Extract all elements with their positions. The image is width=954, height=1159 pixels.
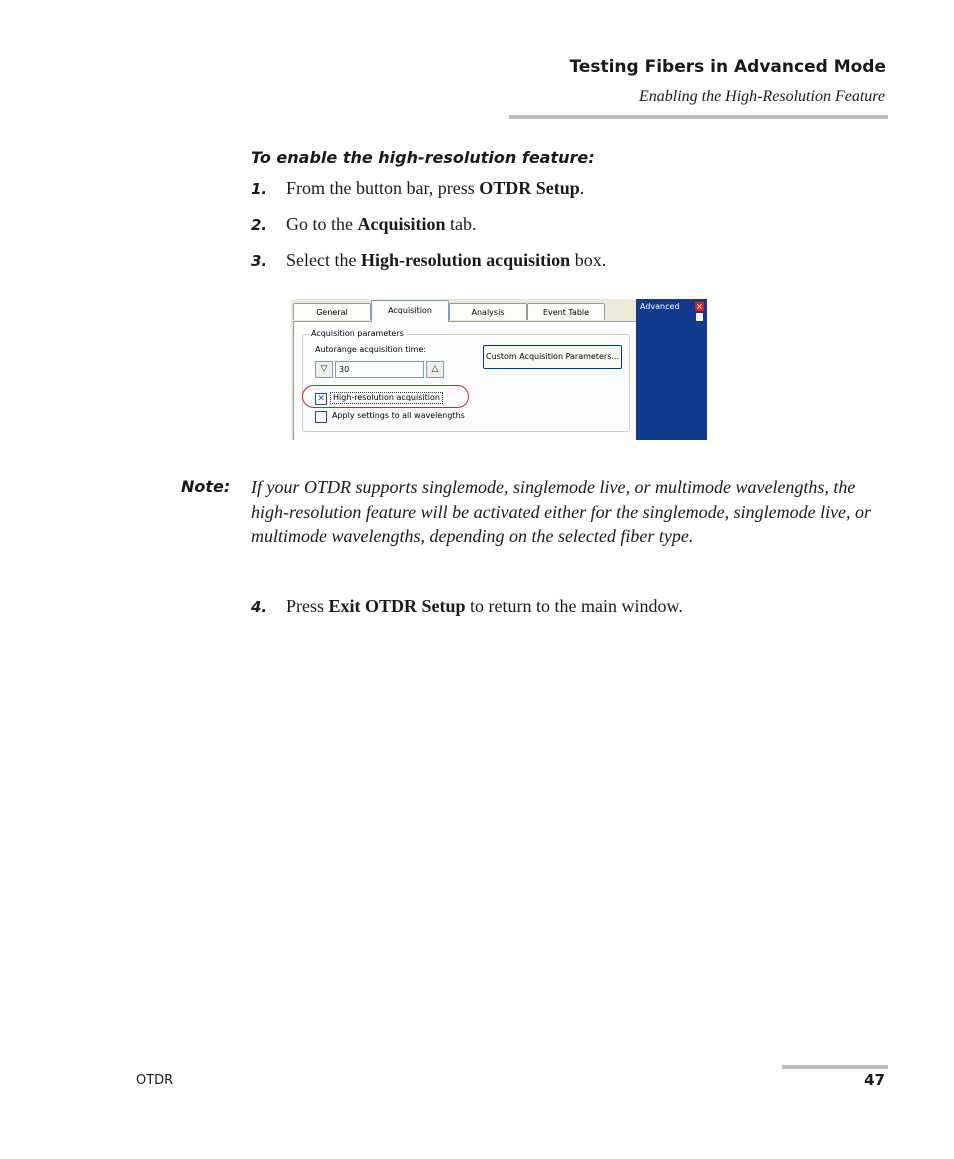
step-2 (251, 214, 477, 235)
step-emphasis: Acquisition (357, 214, 446, 234)
page-number: 47 (864, 1071, 885, 1089)
step-text: Go to the (286, 214, 358, 234)
tab-analysis[interactable]: Analysis (449, 303, 527, 320)
running-header-subtitle: Enabling the High-Resolution Feature (638, 88, 885, 105)
step-3 (251, 250, 606, 271)
header-rule (509, 115, 888, 119)
tab-acquisition[interactable]: Acquisition (371, 300, 449, 322)
step-text: From the button bar, press (286, 178, 480, 198)
step-text-end: box. (570, 250, 607, 270)
high-resolution-checkbox[interactable]: ✕ (315, 393, 327, 405)
step-number: 2. (251, 216, 268, 234)
tab-content (293, 321, 636, 440)
step-emphasis: High-resolution acquisition (360, 250, 571, 270)
step-text: Press (286, 596, 329, 616)
step-text-end: tab. (445, 214, 477, 234)
procedure-title: To enable the high-resolution feature: (251, 148, 595, 167)
tab-event-table[interactable]: Event Table (527, 303, 605, 320)
otdr-setup-screenshot (291, 299, 707, 440)
apply-all-wavelengths-checkbox[interactable] (315, 411, 327, 423)
footer-rule (782, 1065, 888, 1069)
acquisition-time-input[interactable]: 30 (335, 361, 424, 378)
footer-product-name: OTDR (136, 1073, 174, 1088)
decrease-time-button[interactable]: ▽ (315, 361, 333, 378)
running-header-title: Testing Fibers in Advanced Mode (569, 57, 886, 77)
group-label: Acquisition parameters (311, 329, 404, 338)
close-icon[interactable]: × (696, 302, 703, 311)
note-label: Note: (181, 477, 231, 496)
apply-all-wavelengths-label[interactable]: Apply settings to all wavelengths (332, 411, 465, 420)
increase-time-button[interactable]: △ (426, 361, 444, 378)
note-text: If your OTDR supports singlemode, singlemode live, or multimode wavelengths, the high-resolution feature will be activated either for the singlemode, singlemode live, or multimode wavelengths, depending on the selected fiber type. (251, 477, 872, 546)
step-number: 4. (251, 598, 268, 616)
pin-icon[interactable] (696, 313, 703, 321)
custom-acquisition-parameters-button[interactable]: Custom Acquisition Parameters... (483, 345, 622, 369)
tab-general[interactable]: General (293, 303, 371, 320)
advanced-panel-label: Advanced (640, 302, 680, 311)
step-emphasis: Exit OTDR Setup (328, 596, 466, 616)
step-number: 1. (251, 180, 268, 198)
step-text-end: . (579, 178, 585, 198)
step-number: 3. (251, 252, 268, 270)
step-emphasis: OTDR Setup (479, 178, 580, 198)
step-4 (251, 596, 683, 617)
advanced-panel (636, 299, 707, 440)
step-text-end: to return to the main window. (465, 596, 683, 616)
high-resolution-label[interactable]: High-resolution acquisition (330, 392, 443, 404)
step-text: Select the (286, 250, 361, 270)
highlight-ring (302, 385, 469, 408)
acquisition-parameters-group (302, 329, 630, 432)
autorange-label: Autorange acquisition time: (315, 345, 427, 354)
step-1 (251, 178, 584, 199)
